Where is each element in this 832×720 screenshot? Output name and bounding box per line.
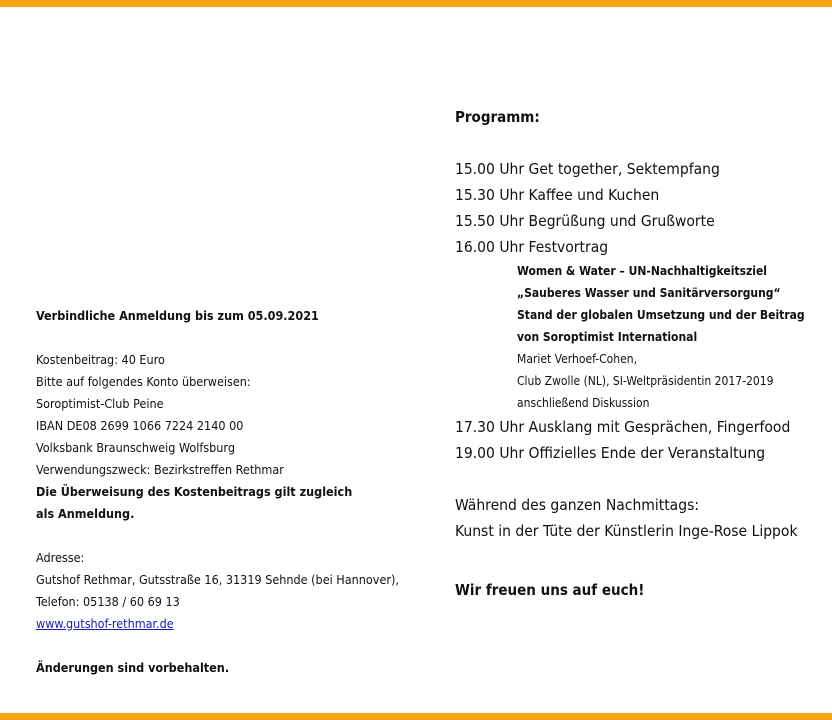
bottom-accent-bar [0, 713, 832, 720]
program-item: 16.00 Uhr Festvortrag [455, 238, 609, 256]
iban-text: IBAN DE08 2699 1066 7224 2140 00 [36, 418, 244, 433]
lecture-title: Women & Water – UN-Nachhaltigkeitsziel [517, 264, 767, 278]
program-title: Programm: [455, 108, 540, 126]
registration-deadline: Verbindliche Anmeldung bis zum 05.09.2021 [36, 308, 319, 323]
website-link[interactable]: www.gutshof-rethmar.de [36, 616, 174, 631]
closing-text: Wir freuen uns auf euch! [455, 581, 645, 599]
account-holder: Soroptimist-Club Peine [36, 396, 164, 411]
afternoon-art: Kunst in der Tüte der Künstlerin Inge-Rose Lippok [455, 522, 798, 540]
program-item: 15.50 Uhr Begrüßung und Grußworte [455, 212, 715, 230]
confirmation-line-1: Die Überweisung des Kostenbeitrags gilt zugleich [36, 484, 353, 499]
bank-name: Volksbank Braunschweig Wolfsburg [36, 440, 235, 455]
registration-info [36, 305, 436, 679]
afternoon-label: Während des ganzen Nachmittags: [455, 496, 700, 514]
payment-purpose: Verwendungszweck: Bezirkstreffen Rethmar [36, 462, 284, 477]
top-accent-bar [0, 0, 832, 7]
lecture-discussion: anschließend Diskussion [517, 396, 650, 410]
lecture-title: „Sauberes Wasser und Sanitärversorgung“ [517, 286, 781, 300]
program-item: 15.30 Uhr Kaffee und Kuchen [455, 186, 660, 204]
program-section [455, 105, 825, 602]
changes-note: Änderungen sind vorbehalten. [36, 660, 230, 675]
program-item: 17.30 Uhr Ausklang mit Gesprächen, Fingerfood [455, 418, 791, 436]
lecture-speaker: Mariet Verhoef-Cohen, [517, 352, 638, 366]
transfer-note: Bitte auf folgendes Konto überweisen: [36, 374, 251, 389]
fee-text: Kostenbeitrag: 40 Euro [36, 352, 165, 367]
program-item: 15.00 Uhr Get together, Sektempfang [455, 160, 720, 178]
program-item: 19.00 Uhr Offizielles Ende der Veranstaltung [455, 444, 766, 462]
confirmation-line-2: als Anmeldung. [36, 506, 135, 521]
lecture-title: von Soroptimist International [517, 330, 698, 344]
lecture-speaker-role: Club Zwolle (NL), SI-Weltpräsidentin 2017-2019 [517, 374, 774, 388]
lecture-title: Stand der globalen Umsetzung und der Beitrag [517, 308, 805, 322]
phone-text: Telefon: 05138 / 60 69 13 [36, 594, 180, 609]
address-label: Adresse: [36, 550, 85, 565]
address-text: Gutshof Rethmar, Gutsstraße 16, 31319 Sehnde (bei Hannover), [36, 572, 399, 587]
